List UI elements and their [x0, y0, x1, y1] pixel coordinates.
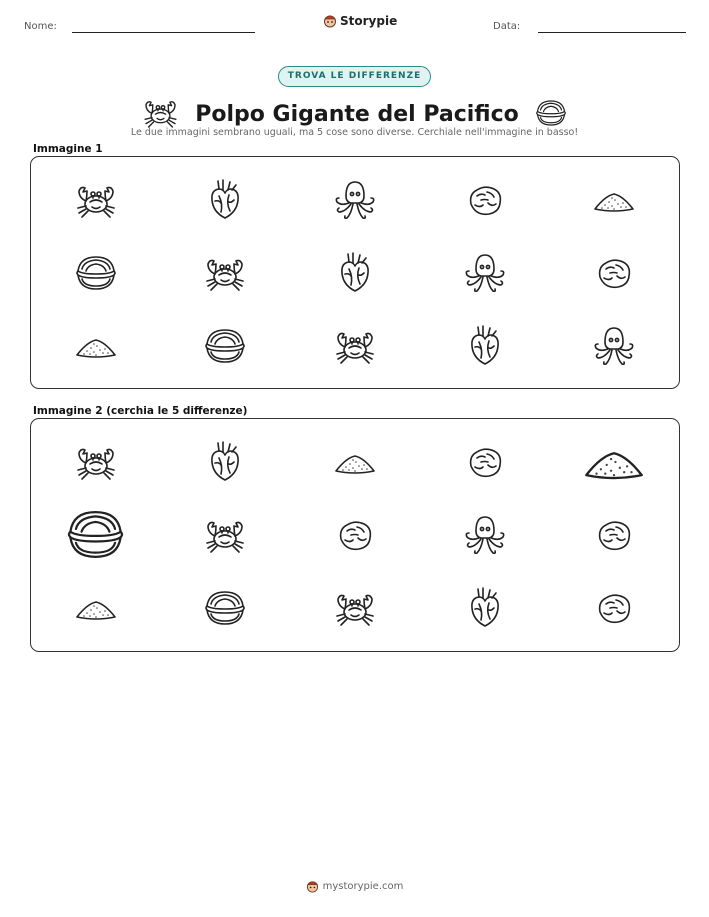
grid-cell[interactable]	[549, 572, 679, 645]
footer-url: mystorypie.com	[322, 881, 404, 892]
heart-icon	[201, 438, 249, 486]
name-label: Nome:	[24, 21, 57, 32]
grid-cell	[290, 309, 420, 382]
image2-panel[interactable]	[30, 418, 680, 652]
grid-cell	[161, 236, 291, 309]
grid-cell	[161, 309, 291, 382]
panel1-label: Immagine 1	[33, 143, 103, 155]
heart-icon	[461, 322, 509, 370]
grid-cell	[549, 163, 679, 236]
grid-cell[interactable]	[290, 498, 420, 571]
grid-cell[interactable]	[549, 425, 679, 498]
date-label: Data:	[493, 21, 521, 32]
brand-logo	[323, 14, 397, 28]
rock-icon	[461, 438, 509, 486]
sand-icon	[579, 427, 649, 497]
grid-cell[interactable]	[420, 425, 550, 498]
sand-icon	[590, 176, 638, 224]
clam-icon	[533, 95, 569, 131]
storypie-mascot-icon	[306, 880, 319, 893]
octopus-icon	[331, 176, 379, 224]
grid-cell[interactable]	[31, 572, 161, 645]
grid-cell[interactable]	[161, 425, 291, 498]
grid-cell	[420, 236, 550, 309]
grid-cell	[549, 236, 679, 309]
heart-icon	[331, 249, 379, 297]
grid-cell[interactable]	[420, 572, 550, 645]
grid-cell[interactable]	[420, 498, 550, 571]
rock-icon	[461, 176, 509, 224]
heart-icon	[461, 584, 509, 632]
grid-cell	[31, 163, 161, 236]
octopus-icon	[461, 249, 509, 297]
grid-cell[interactable]	[31, 498, 161, 571]
rock-icon	[590, 511, 638, 559]
grid-cell	[31, 236, 161, 309]
grid-cell[interactable]	[290, 572, 420, 645]
grid-cell	[31, 309, 161, 382]
grid-cell[interactable]	[161, 498, 291, 571]
grid-cell	[290, 163, 420, 236]
crab-icon	[201, 511, 249, 559]
grid-cell[interactable]	[290, 425, 420, 498]
rock-icon	[331, 511, 379, 559]
grid-cell	[161, 163, 291, 236]
activity-badge: TROVA LE DIFFERENZE	[278, 66, 432, 87]
brand-name: Storypie	[340, 14, 398, 28]
crab-icon	[72, 176, 120, 224]
sand-icon	[72, 584, 120, 632]
crab-icon	[201, 249, 249, 297]
image1-panel	[30, 156, 680, 389]
grid-cell[interactable]	[31, 425, 161, 498]
rock-icon	[590, 584, 638, 632]
octopus-icon	[461, 511, 509, 559]
grid-cell	[549, 309, 679, 382]
instructions: Le due immagini sembrano uguali, ma 5 cose sono diverse. Cerchiale nell'immagine in basso!	[130, 127, 579, 138]
footer	[306, 880, 404, 893]
octopus-icon	[590, 322, 638, 370]
clam-icon	[201, 322, 249, 370]
grid-cell[interactable]	[161, 572, 291, 645]
sand-icon	[331, 438, 379, 486]
heart-icon	[201, 176, 249, 224]
page-title: Polpo Gigante del Pacifico	[195, 102, 519, 127]
panel2-label: Immagine 2 (cerchia le 5 differenze)	[33, 405, 248, 417]
grid-cell	[420, 163, 550, 236]
storypie-mascot-icon	[323, 14, 337, 28]
crab-icon	[331, 322, 379, 370]
grid-cell[interactable]	[549, 498, 679, 571]
grid-cell	[420, 309, 550, 382]
clam-icon	[201, 584, 249, 632]
name-field[interactable]	[72, 32, 255, 33]
crab-icon	[331, 584, 379, 632]
rock-icon	[590, 249, 638, 297]
clam-icon	[72, 249, 120, 297]
clam-icon	[62, 501, 129, 568]
sand-icon	[72, 322, 120, 370]
crab-icon	[72, 438, 120, 486]
grid-cell	[290, 236, 420, 309]
date-field[interactable]	[538, 32, 686, 33]
